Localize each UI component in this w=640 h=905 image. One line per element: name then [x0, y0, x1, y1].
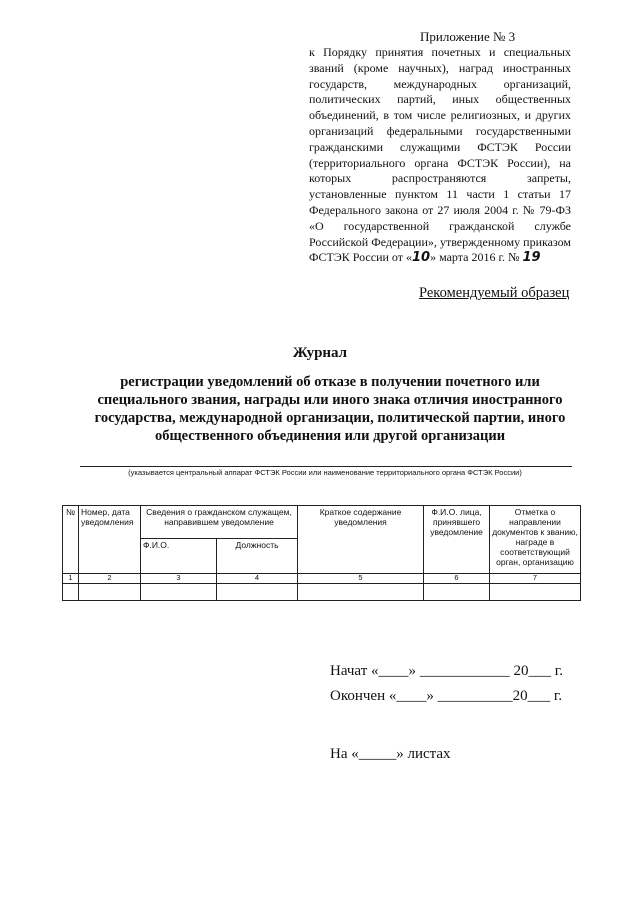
journal-subtitle: регистрации уведомлений об отказе в получении почетного или специального звания, награды или иного знака отличия иностранного государства, международной организации, политической партии, иного общественного объединения или другой организации: [94, 374, 566, 444]
appendix-body-text: к Порядку принятия почетных и специальных званий (кроме научных), наград иностранных государств, международных организаций, политических партий, иных общественных объединений, в том числе религиозных, и других организаций федеральными государственными гражданскими служащими ФСТЭК России (территориального органа ФСТЭК России), на которых распространяются запреты, установленные пунктом 11 части 1 статьи 17 Федерального закона от 27 июля 2004 г. № 79-ФЗ «О государственной гражданской службе Российской Федерации», утвержденному приказом ФСТЭК России от «: [309, 45, 571, 265]
header-employee-info: Сведения о гражданском служащем, направившем уведомление: [141, 506, 298, 539]
empty-cell: [63, 584, 79, 601]
organization-fill-line: [80, 466, 572, 467]
header-mark: Отметка о направлении документов к званию, награде в соответствующий орган, организацию: [490, 506, 581, 574]
appendix-text: [309, 45, 571, 266]
appendix-date-tail: » марта 2016 г.: [430, 250, 506, 265]
column-number: 7: [490, 574, 581, 584]
column-number-row: [63, 574, 581, 584]
appendix-title: Приложение № 3: [420, 29, 516, 44]
empty-cell: [298, 584, 424, 601]
header-no: №: [63, 506, 79, 574]
column-number: 4: [217, 574, 298, 584]
journal-started-line: Начат «____» ____________ 20___ г.: [330, 663, 563, 679]
handwritten-day: 10: [412, 250, 431, 266]
table-row: [63, 584, 581, 601]
recommended-sample-label: Рекомендуемый образец: [419, 285, 570, 301]
journal-title: Журнал: [292, 345, 348, 361]
organization-caption: (указывается центральный аппарат ФСТЭК России или наименование территориального органа ФСТЭК России): [128, 468, 522, 477]
table-header-row: [63, 506, 581, 539]
header-receiver: Ф.И.О. лица, принявшего уведомление: [424, 506, 490, 574]
column-number: 1: [63, 574, 79, 584]
column-number: 6: [424, 574, 490, 584]
column-number: 5: [298, 574, 424, 584]
header-position: Должность: [217, 539, 298, 574]
sheet-count-line: На «_____» листах: [330, 746, 451, 762]
column-number: 2: [79, 574, 141, 584]
journal-ended-line: Окончен «____» __________20___ г.: [330, 688, 563, 704]
empty-cell: [141, 584, 217, 601]
order-number-prefix: №: [508, 250, 520, 265]
empty-cell: [424, 584, 490, 601]
header-number-date: Номер, дата уведомления: [79, 506, 141, 574]
empty-cell: [79, 584, 141, 601]
handwritten-order-number: 19: [522, 250, 541, 266]
journal-table: [62, 505, 581, 601]
empty-cell: [217, 584, 298, 601]
column-number: 3: [141, 574, 217, 584]
header-summary: Краткое содержание уведомления: [298, 506, 424, 574]
empty-cell: [490, 584, 581, 601]
header-fio: Ф.И.О.: [141, 539, 217, 574]
